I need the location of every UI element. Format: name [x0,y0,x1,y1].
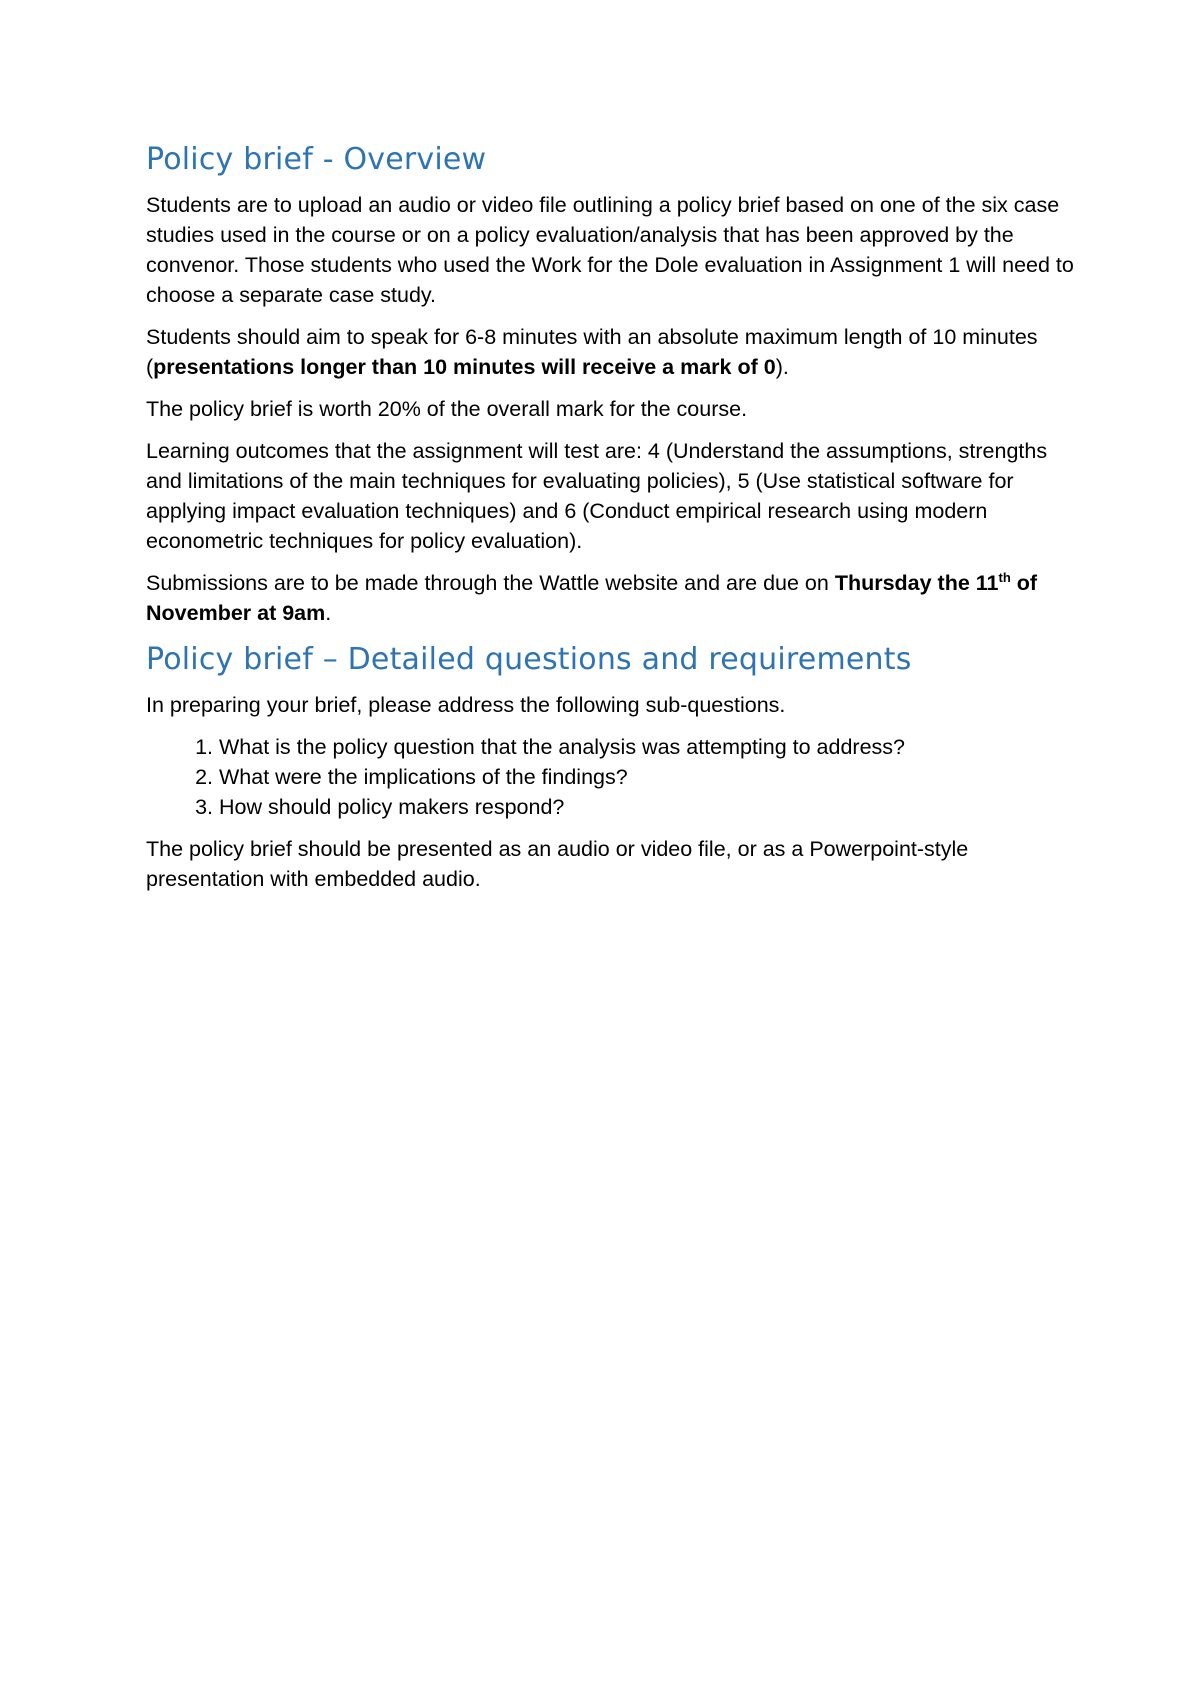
details-intro: In preparing your brief, please address the following sub-questions. [146,693,786,717]
due-date-day: Thursday the 11 [834,571,999,595]
details-closing: The policy brief should be presented as an audio or video file, or as a Powerpoint-style presentation with embedded audio. [146,837,969,891]
list-item: 2. What were the implications of the findings? [219,762,1076,792]
length-text-start: Students should aim to speak for 6-8 minutes with an absolute maximum length of 10 minutes ( [146,325,1038,379]
due-date-month-time: of November at 9am [146,571,1038,625]
overview-paragraph-upload: Students are to upload an audio or video file outlining a policy brief based on one of the six case studies used in the course or on a policy evaluation/analysis that has been approved by the convenor. Those students who used the Work for the Dole evaluation in Assignment 1 will need to choose a separate case study. [146,193,1074,307]
list-item: 3. How should policy makers respond? [219,792,1076,822]
submission-text-end: . [325,601,332,625]
overview-paragraph-outcomes: Learning outcomes that the assignment will test are: 4 (Understand the assumptions, strengths and limitations of the main techniques for evaluating policies), 5 (Use statistical software for applying impact evaluation techniques) and 6 (Conduct empirical research using modern econometric techniques for policy evaluation). [146,439,1048,553]
due-date-ordinal: th [998,569,1011,585]
overview-paragraph-weight: The policy brief is worth 20% of the overall mark for the course. [146,397,748,421]
list-item: 1. What is the policy question that the analysis was attempting to address? [219,732,1076,762]
sub-questions-list [146,732,1076,822]
document-page [146,140,1076,906]
details-heading: Policy brief – Detailed questions and requirements [146,642,912,677]
length-text-end: ). [775,355,789,379]
overview-heading: Policy brief - Overview [146,142,487,177]
length-penalty-bold: presentations longer than 10 minutes will receive a mark of 0 [153,355,776,379]
overview-paragraph-length [146,322,1076,382]
overview-paragraph-submission [146,568,1076,628]
submission-text-start: Submissions are to be made through the Wattle website and are due on [146,571,835,595]
